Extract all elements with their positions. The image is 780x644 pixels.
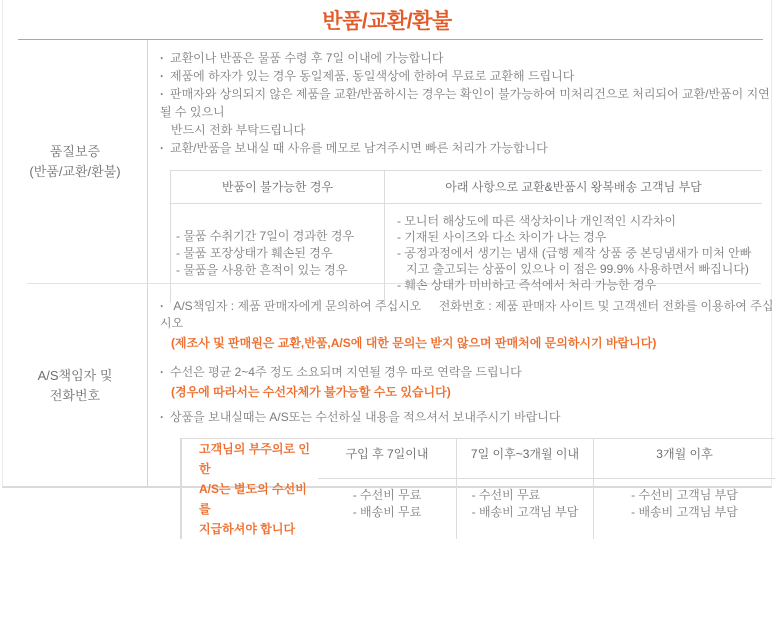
customer-pay-item-1: - 모니터 해상도에 따른 색상차이나 개인적인 시각차이 [397,214,677,228]
as-warning-1: (제조사 및 판매원은 교환,반품,A/S에 대한 문의는 받지 않으며 판매처에 문의하시기 바랍니다) [171,336,657,350]
fee-line: - 수선비 무료 [471,488,541,502]
as-section-label [3,284,148,487]
fee-note-line-2: A/S는 별도의 수선비를 [199,482,307,516]
repair-fee-table [180,438,774,539]
as-section [3,284,774,536]
title-bar [3,0,771,39]
fee-cell-within-7days-block [353,487,422,521]
fee-line: - 배송비 고객님 부담 [471,505,579,519]
quality-section-body [148,40,771,292]
as-responsible-line [160,297,774,331]
fee-header-after-3months: 3개월 이후 [593,439,775,479]
customer-pay-shipping-header: 아래 사항으로 교환&반품시 왕복배송 고객님 부담 [384,171,762,204]
fee-header-within-7days: 구입 후 7일이내 [318,439,456,479]
quality-bullet-list [160,49,771,157]
as-bullet-send-note: · 상품을 보내실때는 A/S또는 수선하실 내용을 적으셔서 보내주시기 바랍니다 [160,408,774,425]
quality-bullet-4: · 교환/반품을 보내실 때 사유를 메모로 남겨주시면 빠른 처리가 가능합니다 [160,139,771,157]
fee-note-cell [181,439,318,539]
quality-bullet-1: · 교환이나 반품은 물품 수령 후 7일 이내에 가능합니다 [160,49,771,67]
as-label-line1: A/S책임자 및 [37,367,113,383]
customer-pay-item-2: - 기재된 사이즈와 다소 차이가 나는 경우 [397,230,607,244]
fee-cell-after-3months [593,479,775,539]
fee-note-text [199,439,318,539]
as-responsible-text: A/S책임자 : 제품 판매자에게 문의하여 주십시오 [173,299,422,313]
quality-bullet-2: · 제품에 하자가 있는 경우 동일제품, 동일색상에 한하여 무료로 교환해 드립니다 [160,67,771,85]
quality-guarantee-section [3,40,771,292]
return-impossible-item-3: - 물품을 사용한 흔적이 있는 경우 [176,262,348,277]
quality-label-line2: (반품/교환/환불) [29,163,121,179]
fee-cell-within-7days [318,479,456,539]
fee-cell-7days-3months [456,479,593,539]
customer-pay-item-4: - 훼손 상태가 미비하고 즉석에서 처리 가능한 경우 [397,278,657,292]
fee-note-line-3: 지급하셔야 합니다 [199,522,296,536]
quality-bullet-3: · 판매자와 상의되지 않은 제품을 교환/반품하시는 경우는 확인이 불가능하여 미처리건으로 처리되어 교환/반품이 지연될 수 있으니 [160,85,771,121]
fee-header-7days-3months: 7일 이후~3개월 이내 [456,439,593,479]
return-impossible-header: 반품이 불가능한 경우 [171,171,384,204]
quality-label-line1: 품질보증 [49,143,101,159]
customer-pay-item-3: - 공정과정에서 생기는 냄새 (급행 제작 상품 중 본딩냄새가 미처 안빠지고 출고되는 상품이 있으나 이 점은 99.9% 사용하면서 빠집니다) [397,246,752,276]
quality-section-label [3,40,148,283]
fee-line: - 배송비 고객님 부담 [631,505,738,519]
page-title: 반품/교환/환불 [322,9,452,33]
as-bullet-repair-time: · 수선은 평균 2~4주 정도 소요되며 지연될 경우 따로 연락을 드립니다 [160,363,774,380]
fee-line: - 배송비 무료 [352,505,422,519]
fee-line: - 수선비 무료 [352,488,422,502]
quality-bullet-3-continued: 반드시 전화 부탁드립니다 [171,123,306,137]
return-impossible-item-2: - 물품 포장상태가 훼손된 경우 [176,245,333,260]
fee-note-line-1: 고객님의 부주의로 인한 [199,442,310,476]
fee-cell-after-3months-block [631,487,738,521]
policy-panel [2,0,774,536]
as-label-line2: 전화번호 [49,387,101,403]
fee-cell-7days-3months-block [472,487,579,521]
as-phone-text: 전화번호 : 제품 판매자 사이트 및 고객센터 전화를 이용하여 주십시오 [160,299,774,330]
as-section-body [148,284,774,536]
fee-line: - 수선비 고객님 부담 [631,488,738,502]
as-warning-2: (경우에 따라서는 수선자체가 불가능할 수도 있습니다) [171,385,451,399]
return-impossible-item-1: - 물품 수취기간 7일이 경과한 경우 [176,228,355,243]
